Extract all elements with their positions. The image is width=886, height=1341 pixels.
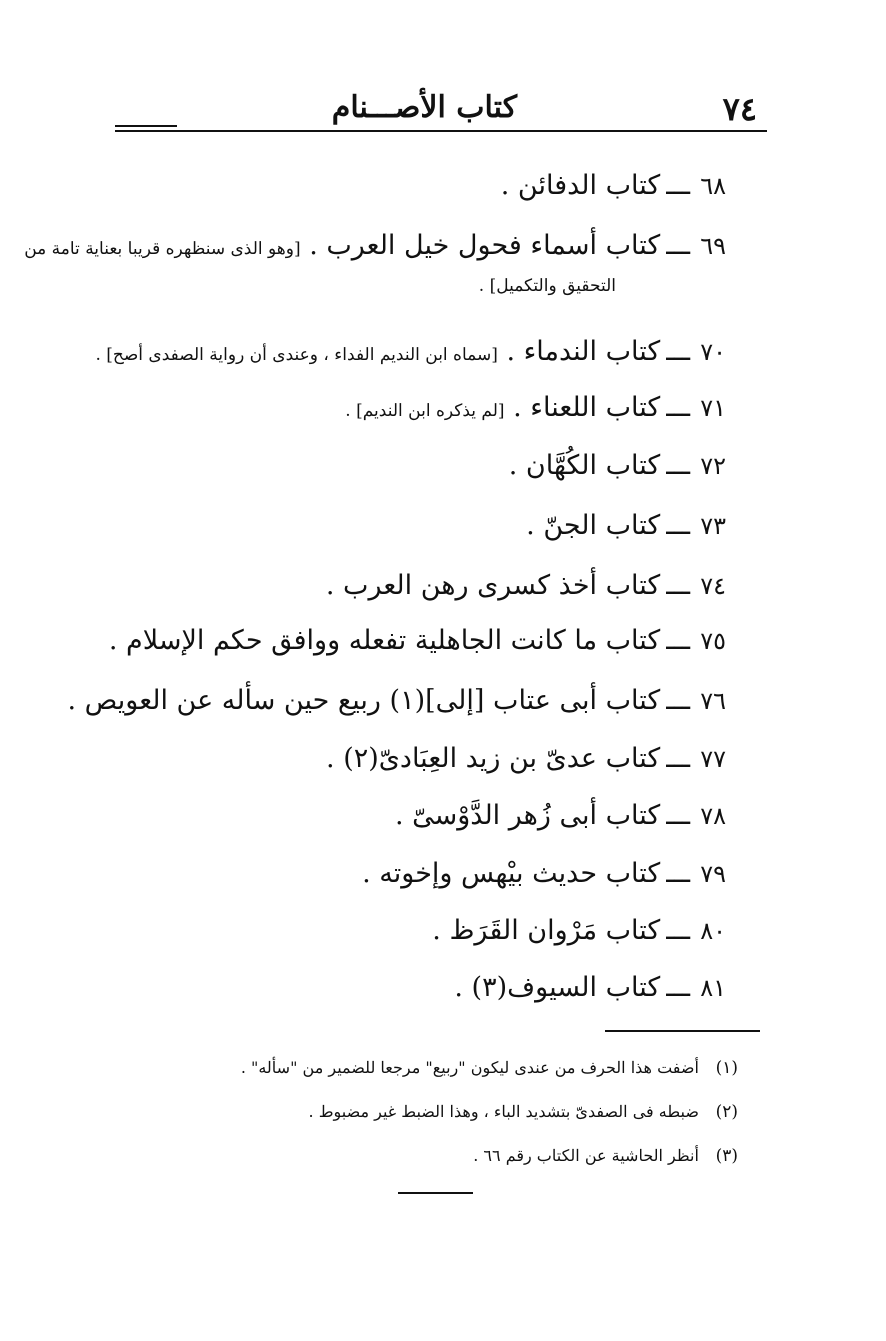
- list-item: ٨٠ـــكتاب مَرْوان القَرَظ .: [432, 915, 726, 946]
- footnote-text: أنظر الحاشية عن الكتاب رقم ٦٦ .: [473, 1146, 699, 1165]
- entry-number: ٧٦: [700, 687, 726, 715]
- header-rule-dash: [115, 125, 177, 127]
- page-header: [115, 80, 767, 130]
- footnote-marker: (٢): [715, 1102, 738, 1122]
- list-item: ٧٠ـــكتاب الندماء . [سماه ابن النديم الفداء ، وعندى أن رواية الصفدى أصح] .: [95, 336, 726, 367]
- footnote: [138, 1138, 738, 1182]
- running-title: كتاب الأصـــنام: [331, 90, 517, 125]
- footnote-marker: (٣): [715, 1146, 738, 1166]
- entry-note: [سماه ابن النديم الفداء ، وعندى أن رواية الصفدى أصح] .: [95, 345, 498, 365]
- footnotes: [138, 1050, 738, 1182]
- entry-number: ٦٨: [700, 172, 726, 200]
- entry-number: ٦٩: [700, 232, 726, 260]
- entry-title: كتاب عدىّ بن زيد العِبَادىّ(٢) .: [326, 743, 661, 774]
- entry-title: كتاب أخذ كسرى رهن العرب .: [325, 570, 661, 601]
- list-item: ٨١ـــكتاب السيوف(٣) .: [454, 972, 726, 1003]
- entry-number: ٧٤: [700, 572, 726, 600]
- entry-number: ٨٠: [700, 917, 726, 945]
- entry-title: كتاب اللعناء .: [513, 392, 661, 423]
- entry-title: كتاب مَرْوان القَرَظ .: [432, 915, 661, 946]
- list-item: ٧٩ـــكتاب حديث بيْهس وإخوته .: [362, 858, 726, 889]
- list-item: ٧٨ـــكتاب أبى زُهر الدَّوْسىّ .: [394, 800, 726, 831]
- entry-title: كتاب أبى عتاب [إلى](١) ربيع حين سأله عن العويص .: [67, 685, 661, 716]
- entry-title: كتاب الندماء .: [506, 336, 661, 367]
- page-number: ٧٤: [722, 90, 757, 128]
- entry-note: [وهو الذى سنظهره قريبا بعناية تامة من: [24, 239, 301, 259]
- list-item: ٧١ـــكتاب اللعناء . [لم يذكره ابن النديم] .: [345, 392, 726, 423]
- entry-title: كتاب الجنّ .: [526, 510, 661, 541]
- footnote-marker: (١): [715, 1058, 738, 1078]
- footnote-text: ضبطه فى الصفدىّ بتشديد الباء ، وهذا الضبط غير مضبوط .: [308, 1102, 699, 1121]
- entry-title: كتاب حديث بيْهس وإخوته .: [362, 858, 661, 889]
- list-item: ٧٧ـــكتاب عدىّ بن زيد العِبَادىّ(٢) .: [326, 743, 726, 774]
- entry-number: ٧٣: [700, 512, 726, 540]
- header-rule: [115, 130, 767, 132]
- entry-number: ٧١: [700, 394, 726, 422]
- entry-note: [لم يذكره ابن النديم] .: [345, 401, 505, 421]
- entry-number: ٧٨: [700, 802, 726, 830]
- entry-number: ٧٥: [700, 627, 726, 655]
- entry-number: ٧٩: [700, 860, 726, 888]
- entry-number: ٧٧: [700, 745, 726, 773]
- list-item: ٧٤ـــكتاب أخذ كسرى رهن العرب .: [325, 570, 726, 601]
- list-item: ٦٨ـــكتاب الدفائن .: [500, 170, 726, 201]
- bottom-rule: [398, 1192, 473, 1194]
- entry-number: ٧٢: [700, 452, 726, 480]
- footnote: [138, 1094, 738, 1138]
- list-item: ٧٦ـــكتاب أبى عتاب [إلى](١) ربيع حين سأله عن العويص .: [67, 685, 726, 716]
- entry-number: ٧٠: [700, 338, 726, 366]
- entry-note-continuation: التحقيق والتكميل] .: [478, 276, 616, 297]
- list-item: ٧٣ـــكتاب الجنّ .: [526, 510, 726, 541]
- entry-title: كتاب ما كانت الجاهلية تفعله ووافق حكم الإسلام .: [108, 625, 661, 656]
- entry-title: كتاب الكُهَّان .: [508, 450, 661, 481]
- entry-title: كتاب أسماء فحول خيل العرب .: [309, 230, 661, 261]
- entry-title: كتاب الدفائن .: [500, 170, 661, 201]
- entry-title: كتاب أبى زُهر الدَّوْسىّ .: [394, 800, 661, 831]
- entry-title: كتاب السيوف(٣) .: [454, 972, 661, 1003]
- list-item: ٦٩ـــكتاب أسماء فحول خيل العرب . [وهو الذى سنظهره قريبا بعناية تامة من التحقيق والتكميل] .: [24, 230, 726, 297]
- entry-number: ٨١: [700, 974, 726, 1002]
- list-item: ٧٢ـــكتاب الكُهَّان .: [508, 450, 726, 481]
- footnote-separator: [605, 1030, 760, 1032]
- list-item: ٧٥ـــكتاب ما كانت الجاهلية تفعله ووافق حكم الإسلام .: [108, 625, 726, 656]
- footnote-text: أضفت هذا الحرف من عندى ليكون "ربيع" مرجعا للضمير من "سأله" .: [240, 1058, 699, 1077]
- footnote: [138, 1050, 738, 1094]
